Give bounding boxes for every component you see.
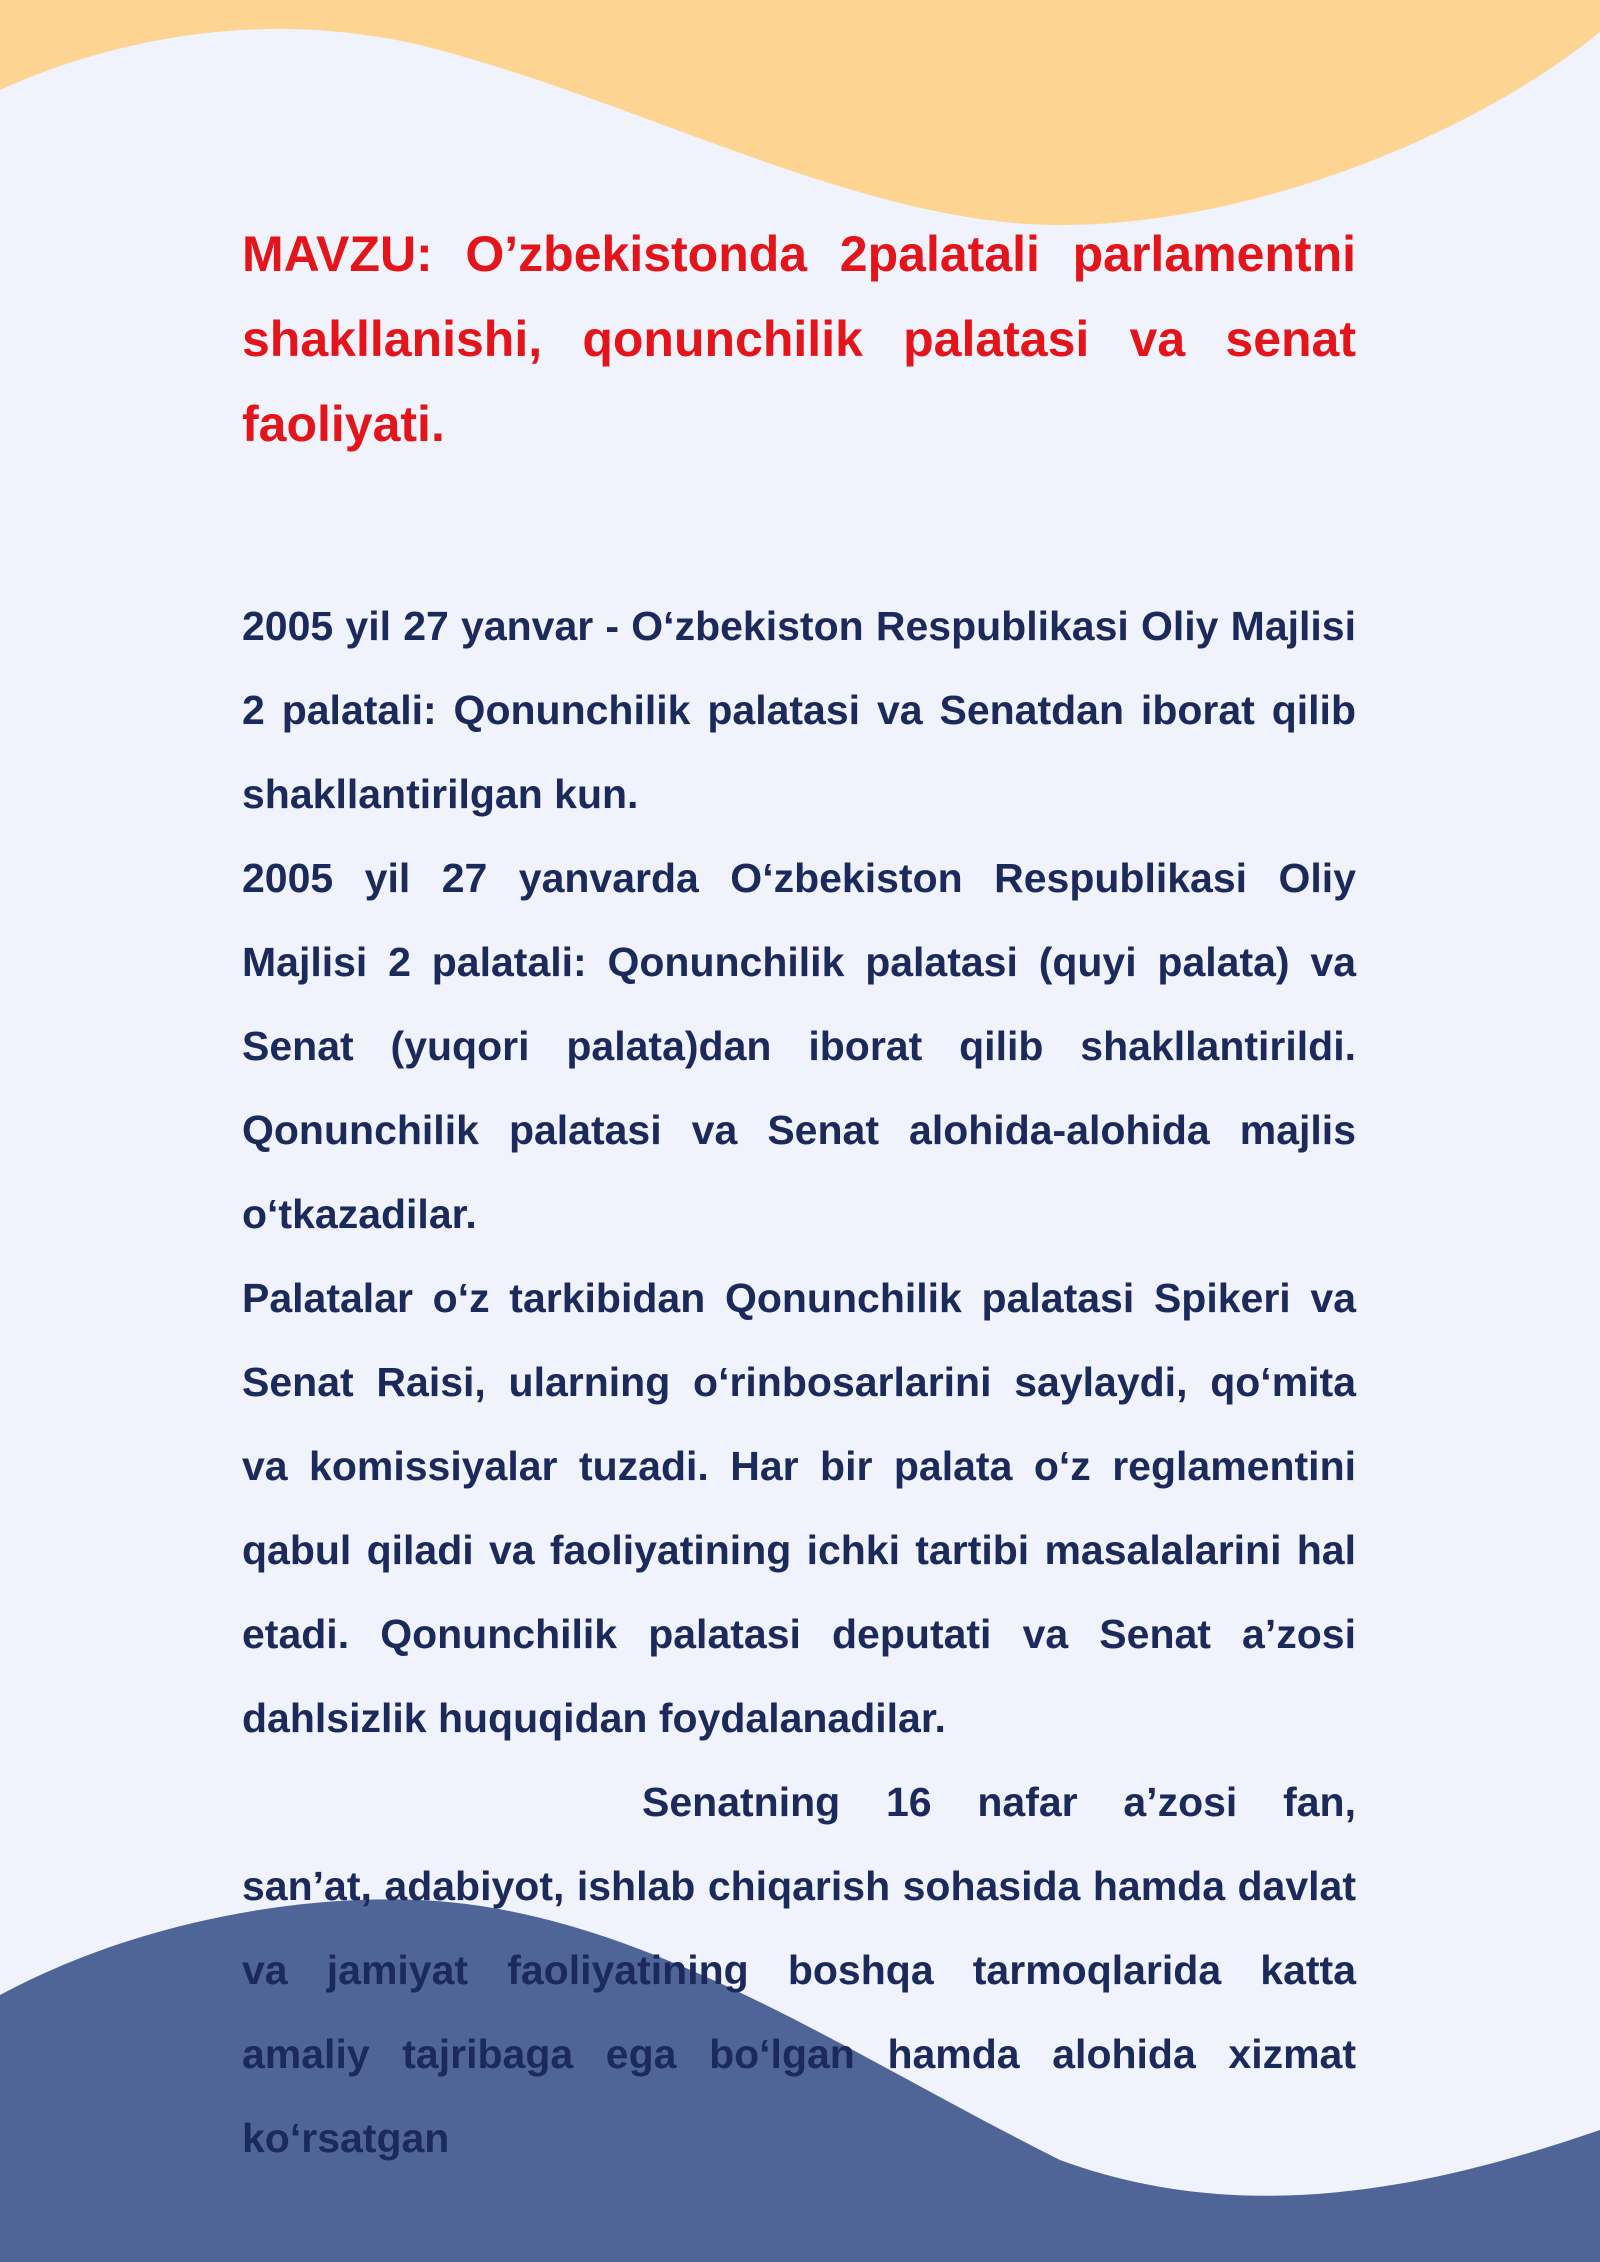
paragraph-chambers-structure: Palatalar o‘z tarkibidan Qonunchilik palatasi Spikeri va Senat Raisi, ularning o‘rinbosarlarini saylaydi, qo‘mita va komissiyalar tuzadi. Har bir palata o‘z reglamentini qabul qiladi va faoliyatining ichki tartibi masalalarini hal etadi. Qonunchilik palatasi deputati va Senat a’zosi dahlsizlik huquqidan foydalanadilar. [242, 1275, 1356, 1741]
paragraph-formation: 2005 yil 27 yanvarda O‘zbekiston Respublikasi Oliy Majlisi 2 palatali: Qonunchilik palatasi (quyi palata) va Senat (yuqori palata)dan iborat qilib shakllantirildi. Qonunchilik palatasi va Senat alohida-alohida majlis o‘tkazadilar. [242, 855, 1356, 1237]
document-body [242, 584, 1356, 2180]
paragraph-senate-members: Senatning 16 nafar a’zosi fan, san’at, adabiyot, ishlab chiqarish sohasida hamda davlat va jamiyat faoliyatining boshqa tarmoqlarida katta amaliy tajribaga ega bo‘lgan hamda alohida xizmat ko‘rsatgan [242, 1779, 1356, 2161]
paragraph-date-definition: 2005 yil 27 yanvar - O‘zbekiston Respublikasi Oliy Majlisi 2 palatali: Qonunchilik palatasi va Senatdan iborat qilib shakllantirilgan kun. [242, 603, 1356, 817]
document-content [242, 212, 1356, 2180]
document-title: MAVZU: O’zbekistonda 2palatali parlamentni shakllanishi, qonunchilik palatasi va senat faoliyati. [242, 226, 1356, 452]
